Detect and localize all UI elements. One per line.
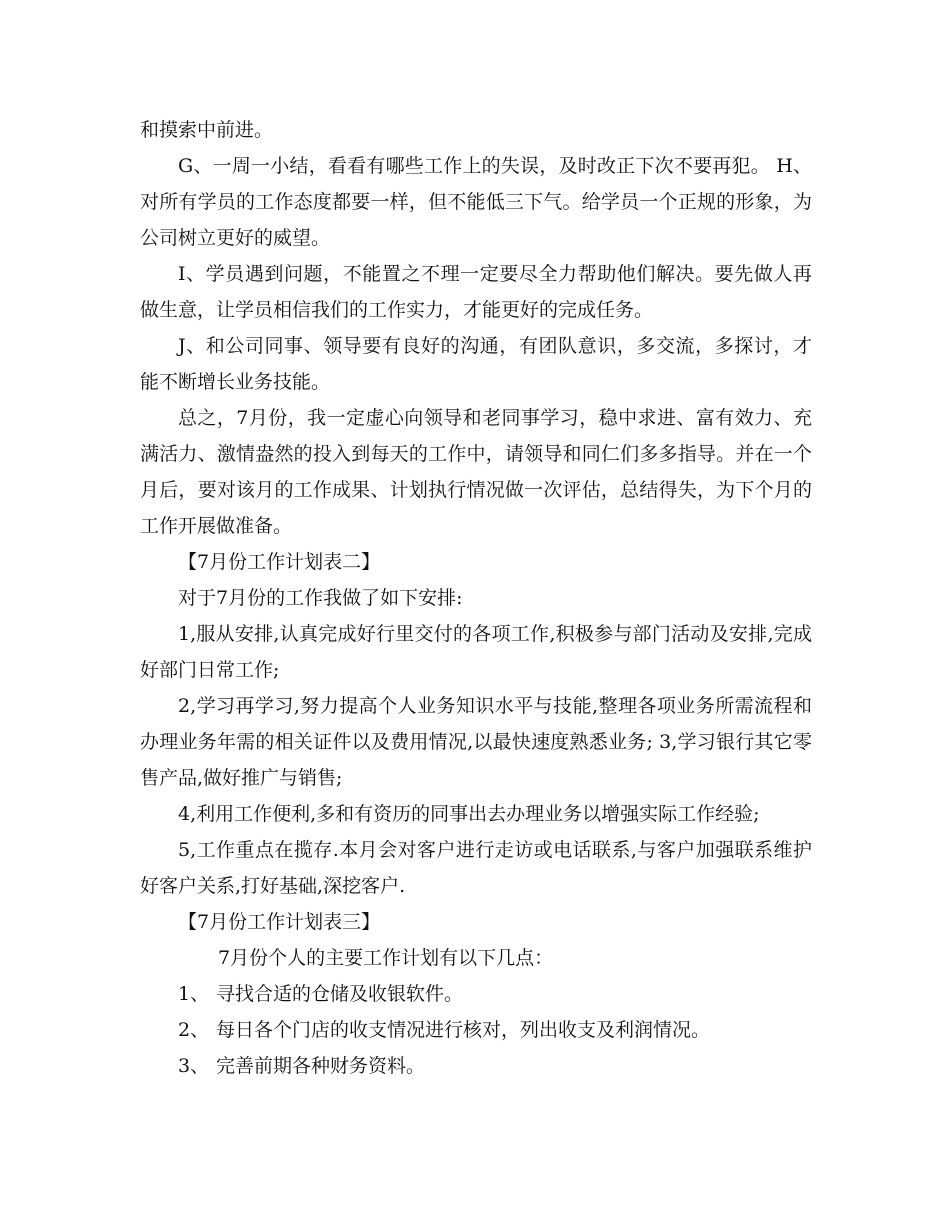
paragraph: 总之，7月份，我一定虚心向领导和老同事学习，稳中求进、富有效力、充满活力、激情盎然的投入到每天的工作中，请领导和同仁们多多指导。并在一个月后，要对该月的工作成果、计划执行情况做一次评估，总结得失，为下个月的工作开展做准备。 <box>140 407 812 537</box>
list-item-text: 寻找合适的仓储及收银软件。 <box>216 983 464 1005</box>
list-item <box>140 976 812 1012</box>
list-item-text: 每日各个门店的收支情况进行核对，列出收支及利润情况。 <box>216 1019 711 1041</box>
paragraph: 2,学习再学习,努力提高个人业务知识水平与技能,整理各项业务所需流程和办理业务年需的相关证件以及费用情况,以最快速度熟悉业务; 3,学习银行其它零售产品,做好推广与销售; <box>140 695 812 789</box>
list-item-number: 3、 <box>178 1055 210 1077</box>
paragraph: I、学员遇到问题，不能置之不理一定要尽全力帮助他们解决。要先做人再做生意，让学员相信我们的工作实力，才能更好的完成任务。 <box>140 263 812 321</box>
list-item <box>140 1048 812 1084</box>
section-intro: 7月份个人的主要工作计划有以下几点： <box>218 947 554 969</box>
section-heading-two: 【7月份工作计划表二】 <box>178 551 381 573</box>
paragraph: G、一周一小结，看看有哪些工作上的失误，及时改正下次不要再犯。 H、对所有学员的工作态度都要一样，但不能低三下气。给学员一个正规的形象，为公司树立更好的威望。 <box>140 155 812 249</box>
paragraph: 5,工作重点在揽存.本月会对客户进行走访或电话联系,与客户加强联系维护好客户关系,打好基础,深挖客户. <box>140 839 812 897</box>
list-item-text: 完善前期各种财务资料。 <box>216 1055 426 1077</box>
paragraph: 和摸索中前进。 <box>140 119 274 141</box>
paragraph: 4,利用工作便利,多和有资历的同事出去办理业务以增强实际工作经验; <box>178 803 760 825</box>
list-item-number: 2、 <box>178 1019 210 1041</box>
document-body <box>140 112 812 1084</box>
section-heading-three: 【7月份工作计划表三】 <box>178 911 381 933</box>
paragraph: J、和公司同事、领导要有良好的沟通，有团队意识，多交流，多探讨，才能不断增长业务技能。 <box>140 335 812 393</box>
paragraph: 对于7月份的工作我做了如下安排: <box>178 587 463 609</box>
paragraph: 1,服从安排,认真完成好行里交付的各项工作,积极参与部门活动及安排,完成好部门日常工作; <box>140 623 812 681</box>
list-item <box>140 1012 812 1048</box>
list-item-number: 1、 <box>178 983 210 1005</box>
